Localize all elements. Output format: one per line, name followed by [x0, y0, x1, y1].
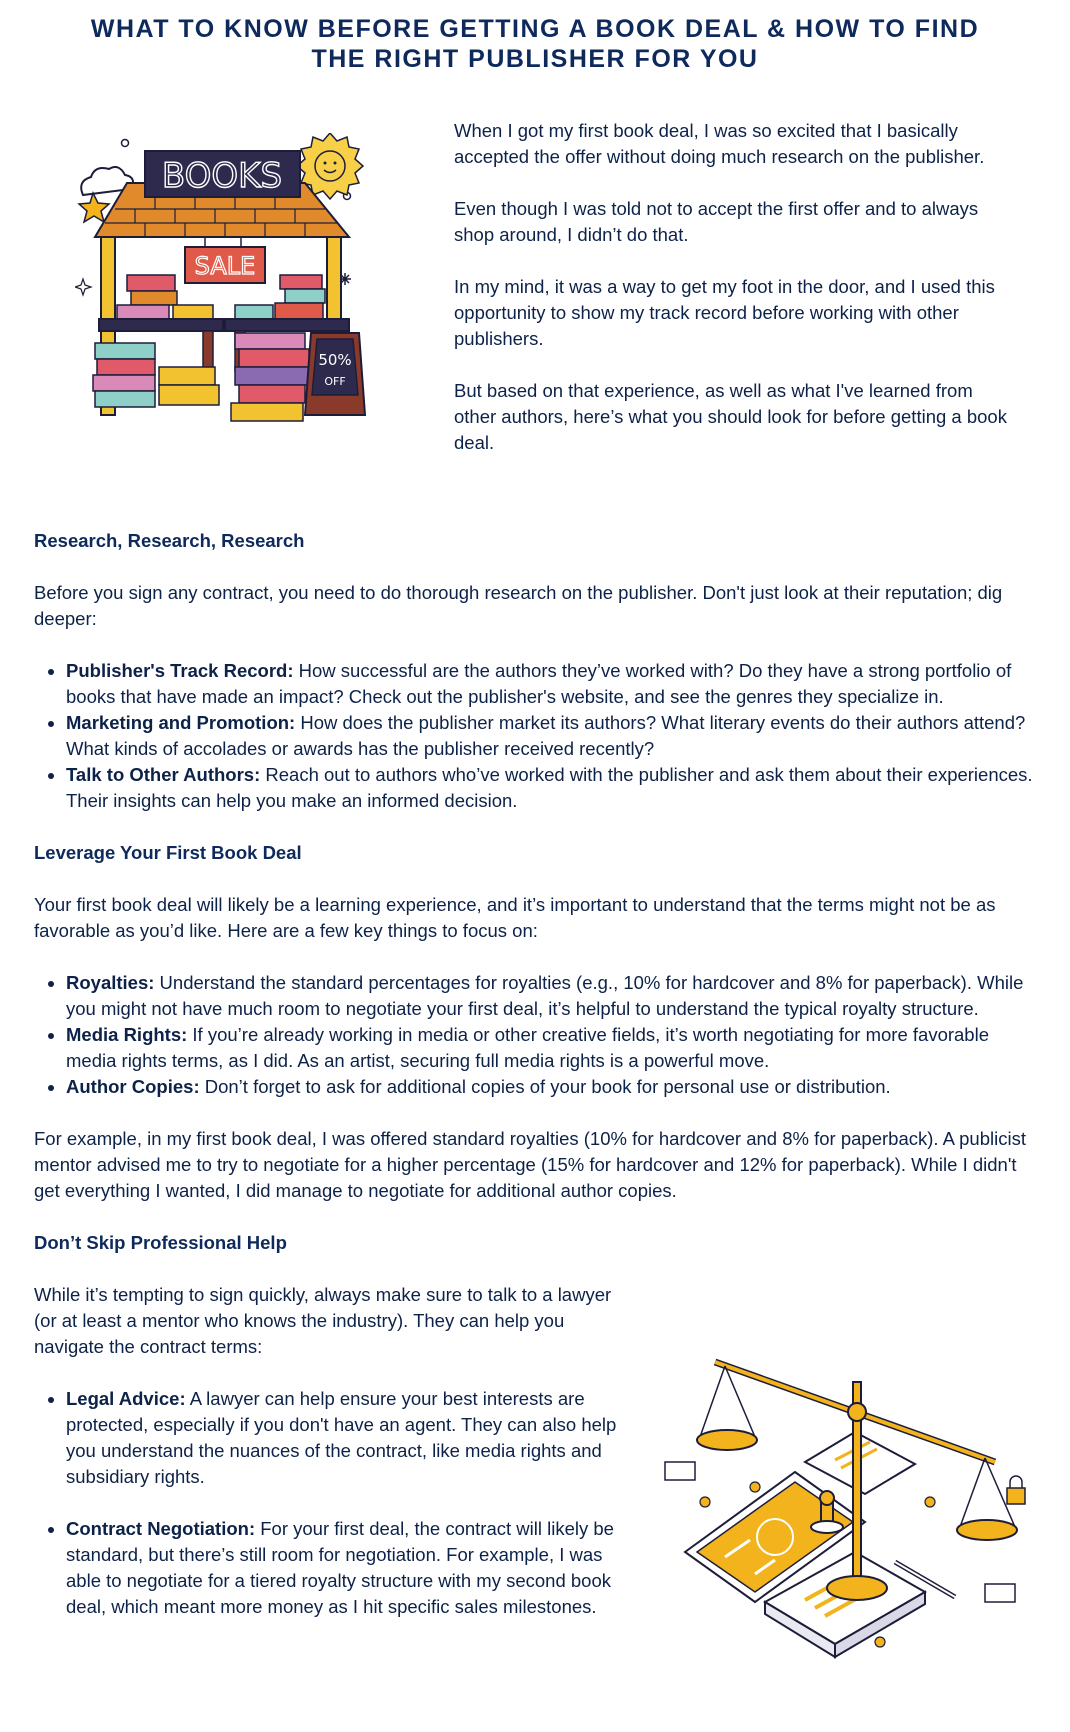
book-sale-illustration	[75, 133, 405, 463]
list-item: • Publisher's Track Record: How successful are the authors they’ve worked with? Do they have a strong portfolio of books that have made an impact? Check out the publisher's website, and see the genres they specialize in.	[66, 658, 1039, 710]
svg-text:OFF: OFF	[324, 375, 346, 388]
research-list	[34, 658, 1039, 814]
page-title: WHAT TO KNOW BEFORE GETTING A BOOK DEAL & HOW TO FIND THE RIGHT PUBLISHER FOR YOU	[90, 15, 980, 73]
intro-text	[454, 118, 1014, 482]
svg-text:50%: 50%	[318, 351, 352, 369]
intro-paragraph: When I got my first book deal, I was so excited that I basically accepted the offer without doing much research on the publisher.	[454, 120, 985, 167]
section-intro: Your first book deal will likely be a learning experience, and it’s important to understand that the terms might not be as favorable as you’d like. Here are a few key things to focus on:	[34, 894, 996, 941]
list-item: • Media Rights: If you’re already working in media or other creative fields, it’s worth negotiating for more favorable media rights terms, as I did. As an artist, securing full media rights is a powerful move.	[66, 1022, 1039, 1074]
sale-sign-text: SALE	[194, 252, 256, 280]
section-heading-professional-help: Don’t Skip Professional Help	[34, 1232, 287, 1253]
section-intro: Before you sign any contract, you need to do thorough research on the publisher. Don't just look at their reputation; dig deeper:	[34, 582, 1003, 629]
section-heading-research: Research, Research, Research	[34, 530, 305, 551]
list-item: • Talk to Other Authors: Reach out to authors who’ve worked with the publisher and ask them about their experiences. Their insights can help you make an informed decision.	[66, 762, 1039, 814]
lock-icon	[1007, 1476, 1025, 1504]
intro-paragraph: Even though I was told not to accept the first offer and to always shop around, I didn’t do that.	[454, 198, 979, 245]
list-item: • Royalties: Understand the standard percentages for royalties (e.g., 10% for hardcover and 8% for paperback). While you might not have much room to negotiate your first deal, it’s helpful to understand the typical royalty structure.	[66, 970, 1039, 1022]
books-sign-text: BOOKS	[161, 156, 283, 196]
section-heading-leverage: Leverage Your First Book Deal	[34, 842, 302, 863]
leverage-list	[34, 970, 1039, 1100]
example-paragraph: For example, in my first book deal, I was offered standard royalties (10% for hardcover and 8% for paperback). A publicist mentor advised me to try to negotiate for a higher percentage (15% for hardcover and 12% for paperback). While I didn't get everything I wanted, I did manage to negotiate for additional author copies.	[34, 1128, 1026, 1201]
list-item: • Contract Negotiation: For your first deal, the contract will likely be standard, but there’s still room for negotiation. For example, I was able to negotiate for a tiered royalty structure with my second book deal, which meant more money as I hit specific sales milestones.	[66, 1516, 634, 1620]
professional-help-list	[34, 1386, 634, 1620]
list-item: • Marketing and Promotion: How does the publisher market its authors? What literary events do their authors attend? What kinds of accolades or awards has the publisher received recently?	[66, 710, 1039, 762]
list-item: • Legal Advice: A lawyer can help ensure your best interests are protected, especially if you don't have an agent. They can also help you understand the nuances of the contract, like media rights and subsidiary rights.	[66, 1386, 634, 1490]
star-icon	[79, 193, 109, 222]
list-item: • Author Copies: Don’t forget to ask for additional copies of your book for personal use or distribution.	[66, 1074, 1039, 1100]
discount-board	[305, 333, 365, 415]
professional-help-text	[34, 1282, 634, 1620]
intro-paragraph: In my mind, it was a way to get my foot in the door, and I used this opportunity to show my track record before working with other publishers.	[454, 276, 995, 349]
intro-paragraph: But based on that experience, as well as what I've learned from other authors, here’s what you should look for before getting a book deal.	[454, 380, 1007, 453]
legal-scale-illustration	[655, 1352, 1045, 1682]
section-intro: While it’s tempting to sign quickly, always make sure to talk to a lawyer (or at least a mentor who knows the industry). They can help you navigate the contract terms:	[34, 1284, 612, 1357]
